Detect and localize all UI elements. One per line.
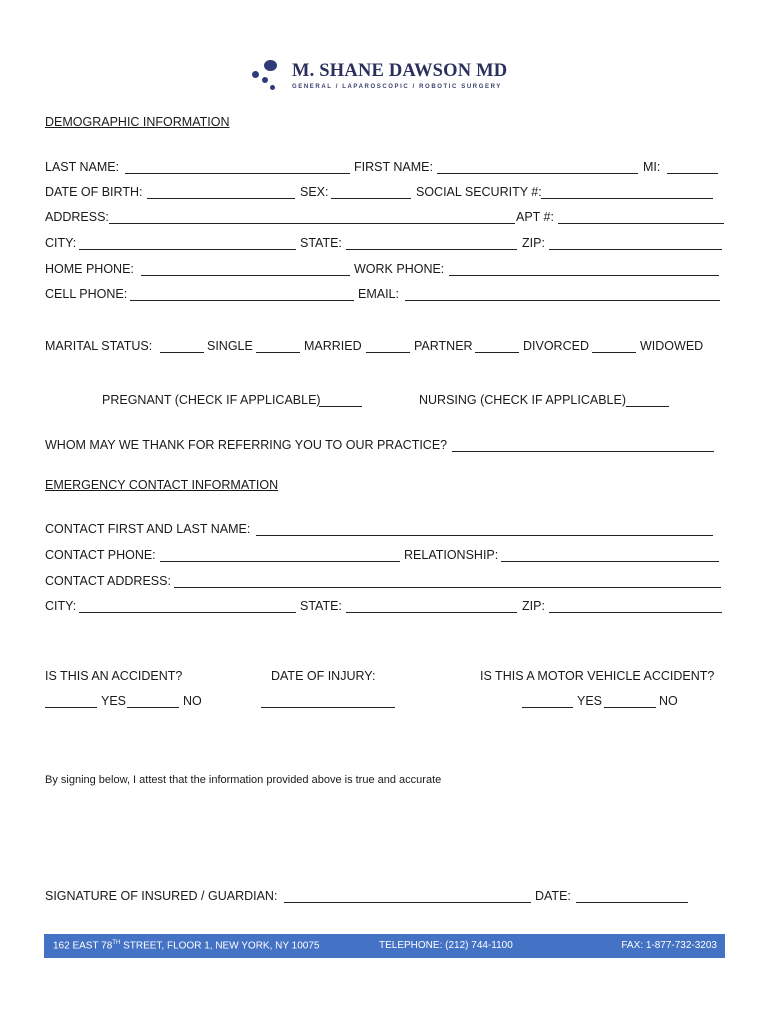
footer-address-pre: 162 EAST 78 [53, 940, 113, 952]
date-of-injury-field[interactable] [261, 707, 395, 708]
partner-checkbox[interactable] [366, 352, 410, 353]
footer-fax: FAX: 1-877-732-3203 [621, 940, 717, 951]
email-label: EMAIL: [358, 287, 399, 301]
nursing-checkbox[interactable] [626, 406, 669, 407]
referral-label: WHOM MAY WE THANK FOR REFERRING YOU TO OUR PRACTICE? [45, 438, 448, 452]
married-label: MARRIED [304, 339, 362, 353]
emergency-heading: EMERGENCY CONTACT INFORMATION [45, 478, 279, 492]
marital-label: MARITAL STATUS: [45, 339, 153, 353]
contact-state-label: STATE: [300, 599, 342, 613]
divorced-label: DIVORCED [523, 339, 589, 353]
motor-yes-label: YES [577, 694, 603, 708]
ssn-label: SOCIAL SECURITY #: [416, 185, 542, 199]
apt-label: APT #: [516, 210, 554, 224]
accident-question: IS THIS AN ACCIDENT? [45, 669, 183, 683]
contact-zip-field[interactable] [549, 612, 722, 613]
dob-label: DATE OF BIRTH: [45, 185, 143, 199]
demographic-heading: DEMOGRAPHIC INFORMATION [45, 115, 230, 129]
single-label: SINGLE [207, 339, 253, 353]
address-label: ADDRESS: [45, 210, 109, 224]
contact-name-field[interactable] [256, 535, 713, 536]
contact-city-field[interactable] [79, 612, 296, 613]
ssn-field[interactable] [541, 198, 713, 199]
contact-name-label: CONTACT FIRST AND LAST NAME: [45, 522, 251, 536]
married-checkbox[interactable] [256, 352, 300, 353]
footer-address-sup: TH [112, 940, 121, 946]
contact-phone-field[interactable] [160, 561, 400, 562]
footer-address [53, 940, 319, 951]
divorced-checkbox[interactable] [475, 352, 519, 353]
home-phone-field[interactable] [141, 275, 350, 276]
zip-field[interactable] [549, 249, 722, 250]
widowed-checkbox[interactable] [592, 352, 636, 353]
signature-label: SIGNATURE OF INSURED / GUARDIAN: [45, 889, 278, 903]
city-label: CITY: [45, 236, 77, 250]
motor-vehicle-question: IS THIS A MOTOR VEHICLE ACCIDENT? [480, 669, 715, 683]
apt-field[interactable] [558, 223, 724, 224]
mi-field[interactable] [667, 173, 718, 174]
signature-date-label: DATE: [535, 889, 571, 903]
signature-field[interactable] [284, 902, 531, 903]
signature-date-field[interactable] [576, 902, 688, 903]
relationship-label: RELATIONSHIP: [404, 548, 499, 562]
state-field[interactable] [346, 249, 517, 250]
motor-yes-checkbox[interactable] [522, 707, 573, 708]
work-phone-field[interactable] [449, 275, 719, 276]
contact-city-label: CITY: [45, 599, 77, 613]
accident-no-label: NO [183, 694, 202, 708]
sex-field[interactable] [331, 198, 411, 199]
first-name-label: FIRST NAME: [354, 160, 433, 174]
dob-field[interactable] [147, 198, 295, 199]
last-name-label: LAST NAME: [45, 160, 120, 174]
contact-phone-label: CONTACT PHONE: [45, 548, 156, 562]
home-phone-label: HOME PHONE: [45, 262, 134, 276]
contact-state-field[interactable] [346, 612, 517, 613]
mi-label: MI: [643, 160, 661, 174]
accident-yes-label: YES [101, 694, 127, 708]
relationship-field[interactable] [501, 561, 719, 562]
work-phone-label: WORK PHONE: [354, 262, 445, 276]
address-field[interactable] [109, 223, 515, 224]
footer-bar [44, 934, 725, 958]
widowed-label: WIDOWED [640, 339, 704, 353]
date-of-injury-label: DATE OF INJURY: [271, 669, 376, 683]
practice-name: M. SHANE DAWSON MD [292, 61, 508, 81]
sex-label: SEX: [300, 185, 329, 199]
first-name-field[interactable] [437, 173, 638, 174]
last-name-field[interactable] [125, 173, 350, 174]
single-checkbox[interactable] [160, 352, 204, 353]
email-field[interactable] [405, 300, 720, 301]
pregnant-checkbox[interactable] [319, 406, 362, 407]
contact-address-label: CONTACT ADDRESS: [45, 574, 171, 588]
motor-no-label: NO [659, 694, 678, 708]
state-label: STATE: [300, 236, 342, 250]
footer-address-post: STREET, FLOOR 1, NEW YORK, NY 10075 [120, 940, 320, 952]
zip-label: ZIP: [522, 236, 545, 250]
contact-address-field[interactable] [174, 587, 721, 588]
practice-subtitle: GENERAL / LAPAROSCOPIC / ROBOTIC SURGERY [292, 84, 502, 90]
nursing-label: NURSING (CHECK IF APPLICABLE) [419, 393, 626, 407]
dots-logo-icon [248, 56, 288, 96]
accident-no-checkbox[interactable] [127, 707, 179, 708]
referral-field[interactable] [452, 451, 714, 452]
accident-yes-checkbox[interactable] [45, 707, 97, 708]
cell-phone-field[interactable] [130, 300, 354, 301]
motor-no-checkbox[interactable] [604, 707, 656, 708]
pregnant-label: PREGNANT (CHECK IF APPLICABLE) [102, 393, 321, 407]
attestation-text: By signing below, I attest that the information provided above is true and accurate [45, 774, 442, 786]
contact-zip-label: ZIP: [522, 599, 545, 613]
footer-telephone: TELEPHONE: (212) 744-1100 [379, 940, 513, 951]
partner-label: PARTNER [414, 339, 473, 353]
city-field[interactable] [79, 249, 296, 250]
cell-phone-label: CELL PHONE: [45, 287, 128, 301]
